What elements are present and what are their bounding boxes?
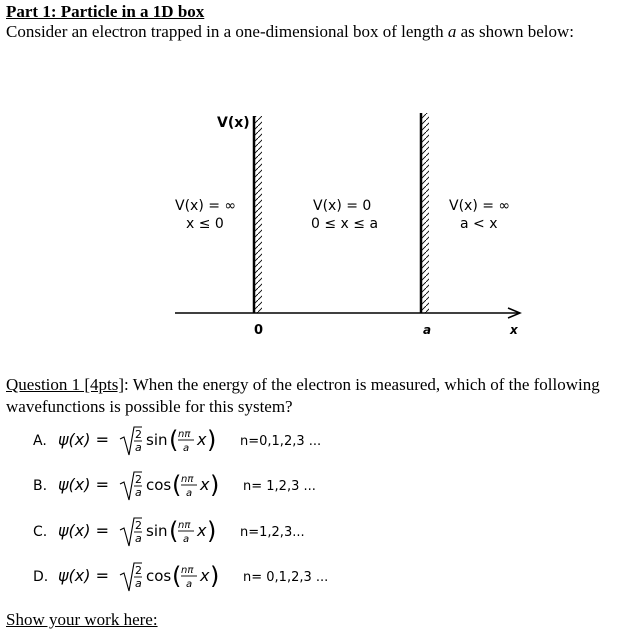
tick-zero: 0 [254,323,264,338]
show-work-label: Show your work here: [6,610,158,629]
tick-a: a [423,323,432,337]
sqrt-numerator: 2 [135,428,142,441]
arg-numerator: nπ [181,474,194,485]
psi-expression: ψ(x) = [58,566,109,585]
option-letter: D. [33,569,49,585]
option-c[interactable] [33,517,305,546]
left-paren: ( [169,426,179,454]
left-paren: ( [169,517,179,545]
arg-denominator: a [186,579,193,590]
sqrt-numerator: 2 [135,564,142,577]
intro-before: Consider an electron trapped in a one-dimensional box of length [6,22,448,41]
left-wall-hatch [255,116,262,313]
left-region-line2: x ≤ 0 [186,216,224,232]
arg-numerator: nπ [178,429,191,440]
option-d[interactable] [33,562,328,591]
axis-v-label: V(x) [217,115,250,131]
intro-after: as shown below: [456,22,574,41]
n-range: n= 0,1,2,3 ... [243,570,329,585]
psi-expression: ψ(x) = [58,521,109,540]
arg-variable: x [197,521,207,540]
psi-expression: ψ(x) = [58,475,109,494]
middle-region-line2: 0 ≤ x ≤ a [311,216,379,232]
sqrt-denominator: a [135,441,142,454]
sqrt-denominator: a [135,577,142,590]
sqrt-numerator: 2 [135,473,142,486]
option-a[interactable] [33,426,321,455]
arg-denominator: a [186,488,193,499]
n-range: n=0,1,2,3 ... [240,434,322,449]
arg-variable: x [197,430,207,449]
right-paren: ) [207,517,217,545]
option-letter: C. [33,524,48,540]
option-letter: A. [33,433,47,449]
question-label: Question 1 [4pts] [6,375,125,394]
trig-function: sin [146,431,168,449]
trig-function: sin [146,522,168,540]
arg-denominator: a [183,443,190,454]
axis-x-label: x [510,323,518,337]
arg-numerator: nπ [181,565,194,576]
n-range: n=1,2,3... [240,525,305,540]
arg-variable: x [200,566,210,585]
option-b[interactable] [33,471,316,500]
psi-expression: ψ(x) = [58,430,109,449]
left-paren: ( [172,471,182,499]
intro-var: a [447,22,457,41]
right-region-line1: V(x) = ∞ [449,198,511,214]
left-paren: ( [172,562,182,590]
sqrt-numerator: 2 [135,519,142,532]
right-paren: ) [210,471,220,499]
right-wall-hatch [422,113,429,313]
option-letter: B. [33,478,48,494]
question-text-line1: : When the energy of the electron is measured, which of the following [124,375,600,394]
right-region-line2: a < x [460,216,498,232]
n-range: n= 1,2,3 ... [243,479,316,494]
sqrt-denominator: a [135,486,142,499]
arg-denominator: a [183,534,190,545]
right-paren: ) [210,562,220,590]
sqrt-denominator: a [135,532,142,545]
arg-numerator: nπ [178,520,191,531]
trig-function: cos [146,476,172,494]
question-1 [6,374,600,418]
middle-region-line1: V(x) = 0 [313,198,372,214]
part-title: Part 1: Particle in a 1D box [6,2,205,21]
right-paren: ) [207,426,217,454]
arg-variable: x [200,475,210,494]
left-region-line1: V(x) = ∞ [175,198,237,214]
question-text-line2: wavefunctions is possible for this system? [6,397,293,416]
answer-options [0,418,639,598]
trig-function: cos [146,567,172,585]
